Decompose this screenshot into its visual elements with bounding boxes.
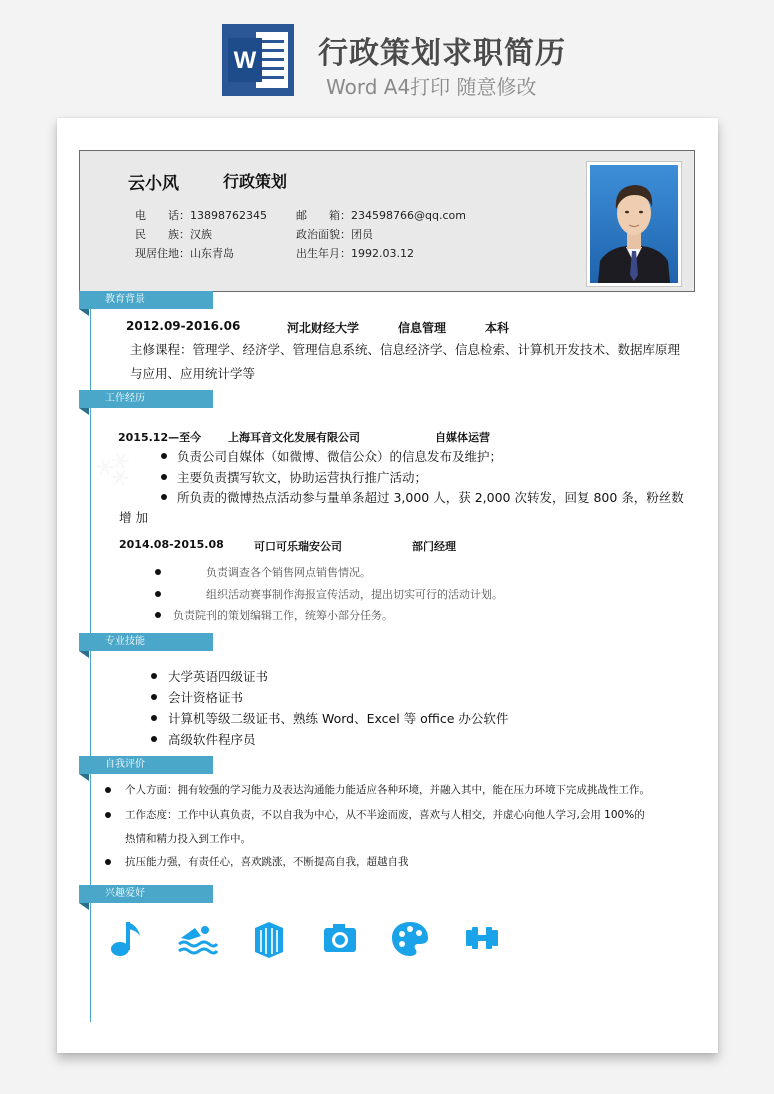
- work1-item1: 负责公司自媒体（如微博、微信公众）的信息发布及维护；: [177, 449, 503, 464]
- birth-label: 出生年月：: [296, 247, 351, 260]
- edu-major: 信息管理: [398, 321, 447, 335]
- reading-icon: [247, 916, 291, 960]
- watermark: ⁂: [88, 441, 142, 496]
- banner: [0, 0, 774, 110]
- section-education-title: 教育背景: [105, 294, 145, 305]
- political-row: [296, 226, 373, 242]
- work2-item3: 负责院刊的策划编辑工作，统筹小部分任务。: [173, 609, 393, 622]
- painting-icon: [388, 916, 432, 960]
- candidate-name: 云小风: [128, 174, 179, 194]
- music-icon: [106, 916, 150, 960]
- candidate-job: 行政策划: [223, 172, 288, 191]
- residence-value: 山东青岛: [190, 247, 234, 260]
- bullet: [155, 569, 161, 575]
- work1-company: 上海耳音文化发展有限公司: [228, 431, 360, 444]
- fitness-icon: [460, 916, 504, 960]
- resume-page: [57, 118, 718, 1053]
- bullet: [151, 673, 157, 679]
- bullet: [105, 859, 111, 865]
- bullet: [155, 591, 161, 597]
- email-value: 234598766@qq.com: [351, 209, 466, 222]
- swimming-icon: [175, 916, 219, 960]
- work1-period: 2015.12—至今: [118, 431, 202, 444]
- political-label: 政治面貌：: [296, 228, 351, 241]
- edu-courses-line1: 主修课程：管理学、经济学、管理信息系统、信息经济学、信息检索、计算机开发技术、数据库原理: [130, 342, 681, 357]
- banner-title: 行政策划求职简历: [318, 36, 566, 71]
- phone-value: 13898762345: [190, 209, 267, 222]
- self-eval-1: 个人方面：拥有较强的学习能力及表达沟通能力能适应各种环境，并融入其中，能在压力环境下完成挑战性工作。: [125, 784, 650, 796]
- ethnicity-value: 汉族: [190, 228, 212, 241]
- section-hobbies-title: 兴趣爱好: [105, 888, 145, 899]
- work1-item2: 主要负责撰写软文，协助运营执行推广活动；: [177, 470, 428, 485]
- bullet: [161, 474, 167, 480]
- skill-2: 会计资格证书: [168, 690, 244, 705]
- work1-item3: 所负责的微博热点活动参与量单条超过 3,000 人，获 2,000 次转发，回复 800 条，粉丝数: [177, 490, 684, 505]
- skill-1: 大学英语四级证书: [168, 669, 269, 684]
- self-eval-2-cont: 热情和精力投入到工作中。: [125, 833, 251, 845]
- section-work-title: 工作经历: [105, 393, 145, 404]
- bullet: [151, 736, 157, 742]
- bullet: [161, 494, 167, 500]
- bullet: [161, 453, 167, 459]
- residence-label: 现居住地：: [135, 247, 190, 260]
- edu-school: 河北财经大学: [287, 321, 360, 335]
- edu-courses-line2: 与应用、应用统计学等: [130, 366, 256, 381]
- avatar: [586, 161, 682, 287]
- birth-row: [296, 245, 414, 261]
- work1-item3-cont: 增 加: [119, 510, 148, 525]
- section-self-eval-title: 自我评价: [105, 759, 145, 770]
- phone-label: 电 话：: [135, 209, 190, 222]
- birth-value: 1992.03.12: [351, 247, 414, 260]
- email-label: 邮 箱：: [296, 209, 351, 222]
- political-value: 团员: [351, 228, 373, 241]
- bullet: [151, 694, 157, 700]
- photography-icon: [318, 916, 362, 960]
- edu-period: 2012.09-2016.06: [126, 319, 241, 333]
- phone-row: [135, 207, 267, 223]
- edu-degree: 本科: [485, 321, 510, 335]
- self-eval-3: 抗压能力强，有责任心，喜欢跳涨，不断提高自我，超越自我: [125, 856, 409, 868]
- residence-row: [135, 245, 234, 261]
- bullet: [105, 812, 111, 818]
- work2-item2: 组织活动赛事制作海报宣传活动，提出切实可行的活动计划。: [206, 588, 503, 601]
- word-icon: [222, 24, 294, 96]
- self-eval-2: 工作态度：工作中认真负责，不以自我为中心，从不半途而废，喜欢与人相交，并虚心向他人学习,会用 100%的: [125, 809, 645, 821]
- ethnicity-row: [135, 226, 212, 242]
- bullet: [151, 715, 157, 721]
- work2-position: 部门经理: [412, 540, 456, 553]
- ethnicity-label: 民 族：: [135, 228, 190, 241]
- timeline-line: [90, 302, 91, 1022]
- work2-item1: 负责调查各个销售网点销售情况。: [206, 566, 371, 579]
- banner-subtitle: Word A4打印 随意修改: [326, 75, 537, 99]
- section-skills-title: 专业技能: [105, 636, 145, 647]
- work2-company: 可口可乐瑞安公司: [254, 540, 342, 553]
- skill-3: 计算机等级二级证书、熟练 Word、Excel 等 office 办公软件: [168, 711, 509, 726]
- bullet: [105, 787, 111, 793]
- bullet: [155, 612, 161, 618]
- email-row: [296, 207, 466, 223]
- skill-4: 高级软件程序员: [168, 732, 256, 747]
- svg-text:W: W: [233, 47, 257, 74]
- work2-period: 2014.08-2015.08: [119, 538, 224, 551]
- profile-header: [79, 150, 695, 292]
- work1-position: 自媒体运营: [435, 431, 490, 444]
